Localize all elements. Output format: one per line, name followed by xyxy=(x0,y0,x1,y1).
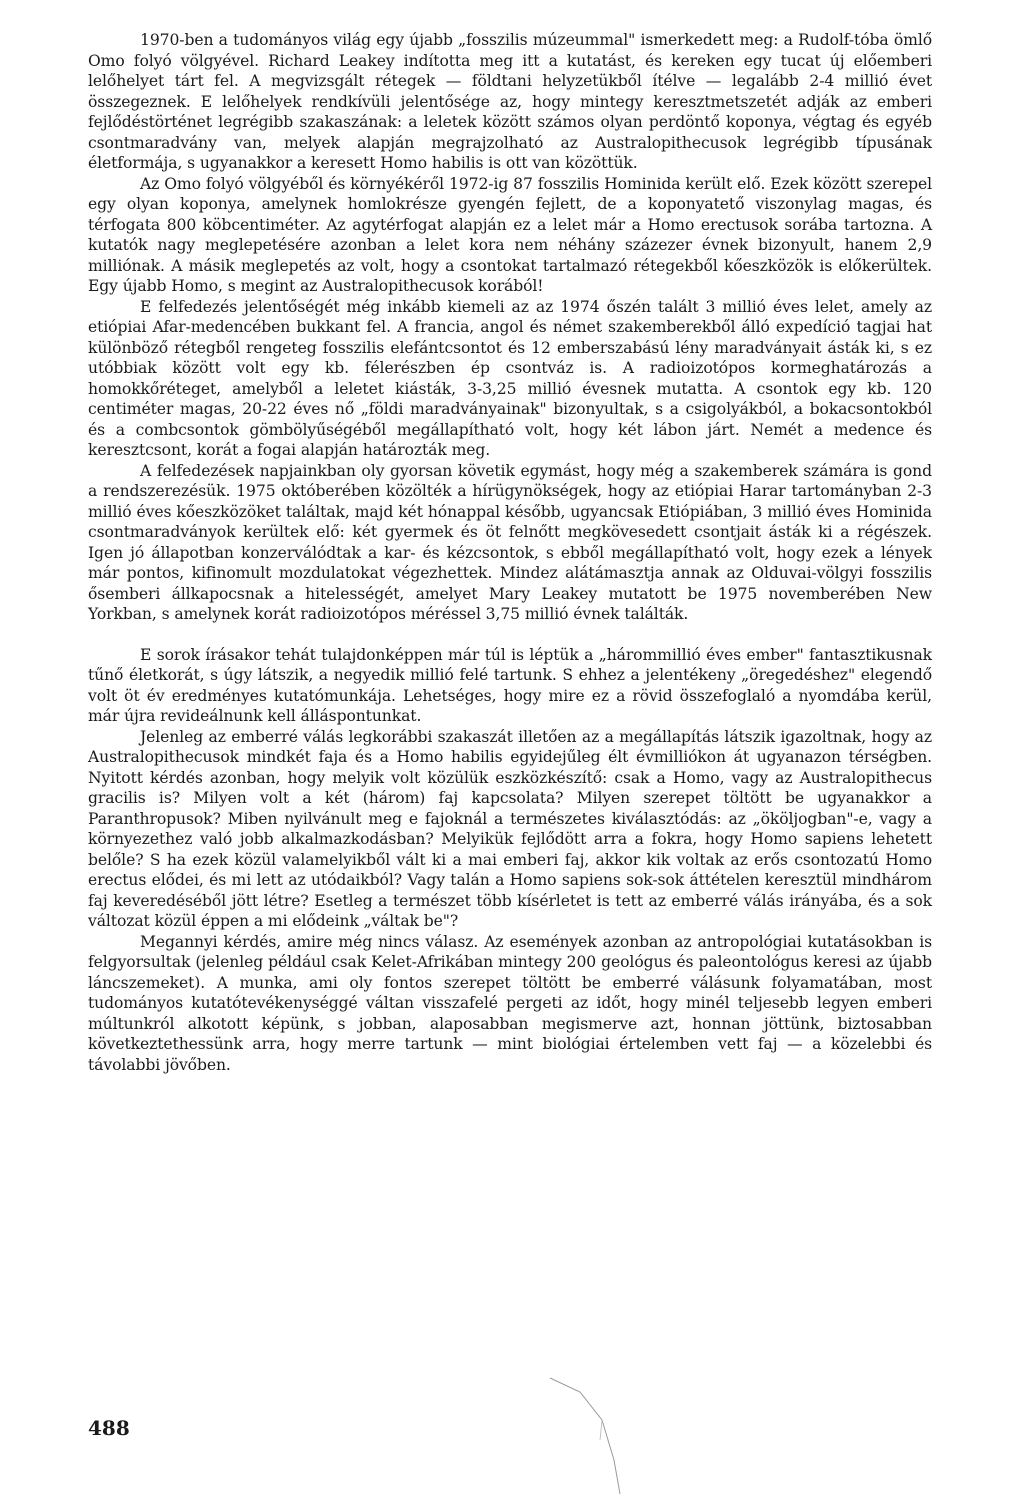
page-number: 488 xyxy=(88,1416,130,1440)
paragraph-7: Megannyi kérdés, amire még nincs válasz. Az események azonban az antropológiai kutatásokban is felgyorsultak (jelenleg például csak Kelet-Afrikában mintegy 200 geológus és paleontológus keresi az újabb láncszemeket). A munka, ami oly fontos szerepet töltött be emberré válásunk folyamatában, most tudományos kutatótevékenységgé váltan visszafelé pergeti az időt, hogy minél teljesebb legyen emberi múltunkról alkotott képünk, s jobban, alaposabban megismerve azt, honnan jöttünk, biztosabban következtethessünk arra, hogy merre tartunk — mint biológiai értelemben vett faj — a közelebbi és távolabbi jövőben. xyxy=(88,932,932,1074)
scan-artifact-mark xyxy=(540,1370,660,1500)
paragraph-3: E felfedezés jelentőségét még inkább kiemeli az az 1974 őszén talált 3 millió éves lelet, amely az etiópiai Afar-medencében bukkant fel. A francia, angol és német szakemberekből álló expedíció tagjai hat különböző rétegből rengeteg fosszilis elefántcsontot és 12 emberszabású lény maradványait ásták ki, s ez utóbbiak között volt egy kb. félerészben ép csontváz is. A radioizotópos kormeghatározás a homokkőréteget, amelyből a leletet kiásták, 3-3,25 millió évesnek mutatta. A csontok egy kb. 120 centiméter magas, 20-22 éves nő „földi maradványainak" bizonyultak, s a csigolyákból, a bokacsontokból és a combcsontok gömbölyűségéből megállapítható volt, hogy két lábon járt. Nemét a medence és keresztcsont, korát a fogai alapján határozták meg. xyxy=(88,297,932,459)
paragraph-2: Az Omo folyó völgyéből és környékéről 1972-ig 87 fosszilis Hominida került elő. Ezek között szerepel egy olyan koponya, amelynek homlokrésze gyengén fejlett, de a koponyatető viszonylag magas, és térfogata 800 köbcentiméter. Az agytérfogat alapján ez a lelet már a Homo erectusok sorába tartozna. A kutatók nagy meglepetésére azonban a lelet kora nem néhány százezer évnek bizonyult, hanem 2,9 milliónak. A másik meglepetés az volt, hogy a csontokat tartalmazó rétegekből kőeszközök is előkerültek. Egy újabb Homo, s megint az Australopithecusok korából! xyxy=(88,174,932,295)
paragraph-1: 1970-ben a tudományos világ egy újabb „fosszilis múzeummal" ismerkedett meg: a Rudolf-tóba ömlő Omo folyó völgyével. Richard Leakey indította meg itt a kutatást, és kereken egy tucat új előemberi lelőhelyet tárt fel. A megvizsgált rétegek — földtani helyzetükből ítélve — legalább 2-4 millió évet összegeznek. E lelőhelyek rendkívüli jelentősége az, hogy mintegy keresztmetszetét adják az emberi fejlődéstörténet legrégibb szakaszának: a leletek között számos olyan perdöntő koponya, végtag és egyéb csontmaradvány van, melyek alapján megrajzolható az Australopithecusok legrégibb típusának életformája, s ugyanakkor a keresett Homo habilis is ott van közöttük. xyxy=(88,31,932,172)
paragraph-6: Jelenleg az emberré válás legkorábbi szakaszát illetően az a megállapítás látszik igazoltnak, hogy az Australopithecusok mindkét faja és a Homo habilis egyidejűleg élt évmilliókon át ugyanazon térségben. Nyitott kérdés azonban, hogy melyik volt közülük eszközkészítő: csak a Homo, vagy az Australopithecus gracilis is? Milyen volt a két (három) faj kapcsolata? Milyen szerepet töltött be ugyanakkor a Paranthropusok? Miben nyilvánult meg e fajoknál a természetes kiválasztódás: az „ököljogban"-e, vagy a környezethez való jobb alkalmazkodásban? Melyikük fejlődött arra a fokra, hogy Homo sapiens lehetett belőle? S ha ezek közül valamelyikből vált ki a mai emberi faj, akkor kik voltak az erős csontozatú Homo erectus elődei, és mi lett az utódaikból? Vagy talán a Homo sapiens sok-sok áttételen keresztül mindhárom faj keveredéséből jött létre? Esetleg a természet több kísérletet is tett az emberré válás irányába, és a sok változat közül éppen a mi elődeink „váltak be"? xyxy=(88,727,932,930)
paragraph-4: A felfedezések napjainkban oly gyorsan követik egymást, hogy még a szakemberek számára is gond a rendszerezésük. 1975 októberében közölték a hírügynökségek, hogy az etiópiai Harar tartományban 2-3 millió éves kőeszközöket találtak, majd két hónappal később, ugyancsak Etiópiában, 3 millió éves Hominida csontmaradványok kerültek elő: két gyermek és öt felnőtt megkövesedett csontjait ásták ki a régészek. Igen jó állapotban konzerválódtak a kar- és kézcsontok, s ebből megállapítható volt, hogy ezek a lények már pontos, kifinomult mozdulatokat végezhettek. Mindez alátámasztja annak az Olduvai-völgyi fosszilis ősemberi állkapocsnak a hitelességét, amelyet Mary Leakey mutatott be 1975 novemberében New Yorkban, s amelynek korát radioizotópos méréssel 3,75 millió évnek találták. xyxy=(88,461,932,623)
paragraph-5: E sorok írásakor tehát tulajdonképpen már túl is léptük a „hárommillió éves ember" fantasztikusnak tűnő életkorát, s úgy látszik, a negyedik millió felé tartunk. S ehhez a jelentékeny „öregedéshez" elegendő volt öt év eredményes kutatómunkája. Lehetséges, hogy mire ez a rövid összefoglaló a nyomdába kerül, már újra revideálnunk kell álláspontunkat. xyxy=(88,645,932,725)
page-body xyxy=(88,30,932,1075)
